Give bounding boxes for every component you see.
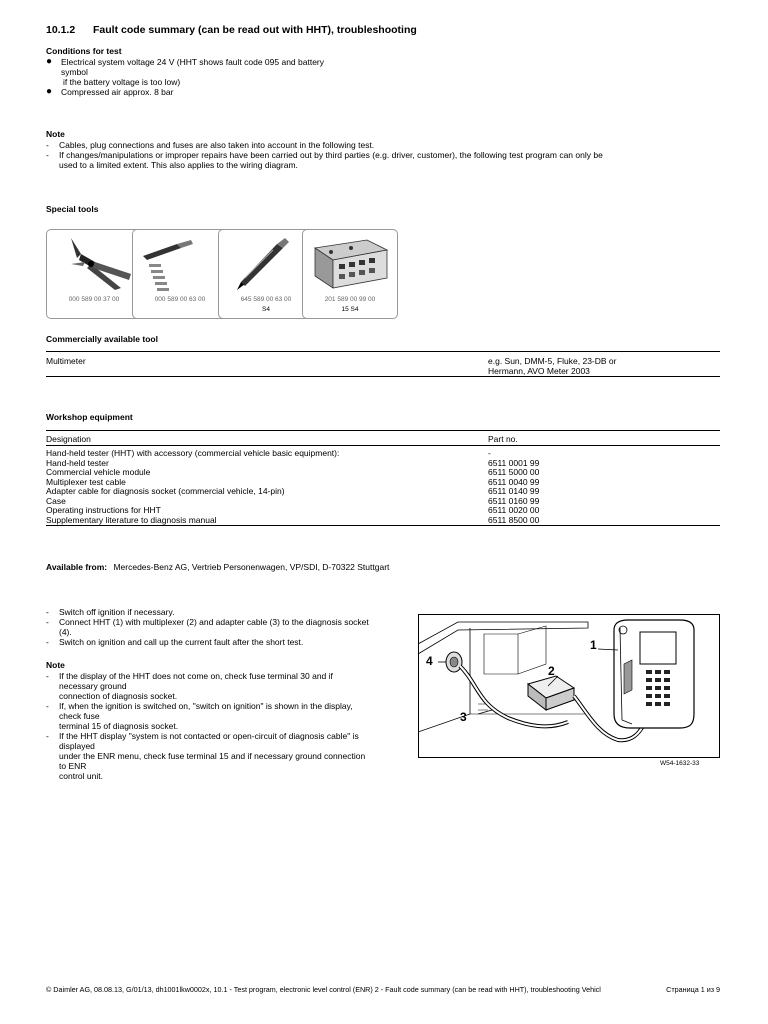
tool-part-number: 201 589 00 99 00: [324, 296, 376, 303]
table-rule: [46, 445, 720, 446]
conditions-item: [46, 57, 466, 87]
part-cell: 6511 8500 00: [488, 514, 540, 525]
tool-adapter-case: [302, 229, 398, 319]
part-cell: 6511 0040 99: [488, 476, 540, 487]
table-row: [46, 505, 720, 515]
part-cell: 6511 0020 00: [488, 505, 540, 515]
table-rule: [46, 376, 720, 377]
section-title: Fault code summary (can be read out with HHT), troubleshooting: [93, 24, 417, 36]
tool-part-extra: S4: [262, 306, 270, 313]
designation-cell: Commercial vehicle module: [46, 467, 151, 477]
tool-crimping-pliers: [46, 229, 142, 319]
adapter-case-icon: [307, 234, 393, 294]
note-item-text: used to a limited extent. This also applies to the wiring diagram.: [59, 160, 298, 171]
part-cell: -: [488, 448, 491, 458]
page-footer: [46, 986, 720, 994]
note-item-text: If the display of the HHT does not come on, check fuse terminal 30 and if: [59, 671, 333, 681]
note-item-text: to ENR: [59, 761, 87, 772]
conditions-title: Conditions for test: [46, 46, 122, 56]
table-row: [46, 458, 720, 468]
table-row: [46, 515, 720, 525]
note-list: [46, 671, 396, 781]
designation-cell: Operating instructions for HHT: [46, 505, 161, 515]
designation-cell: Hand-held tester (HHT) with accessory (commercial vehicle basic equipment):: [46, 448, 340, 458]
designation-cell: Multiplexer test cable: [46, 476, 126, 487]
step-item: - Switch off ignition if necessary.: [46, 607, 396, 617]
note-item-text: If the HHT display "system is not contacted or open-circuit of diagnosis cable" is: [59, 731, 359, 742]
tool-part-extra: 15 S4: [341, 306, 359, 313]
conditions-item-text: if the battery voltage is too low): [63, 77, 181, 88]
note-item-text: If, when the ignition is switched on, "switch on ignition" is shown in the display,: [59, 701, 353, 712]
conditions-item-text: symbol: [61, 67, 88, 78]
designation-cell: Hand-held tester: [46, 457, 109, 468]
tool-part-number: 645 589 00 63 00: [240, 296, 292, 303]
note-title: Note: [46, 129, 65, 139]
designation-cell: Supplementary literature to diagnosis manual: [46, 514, 217, 525]
step-text: Switch on ignition and call up the current fault after the short test.: [59, 637, 304, 648]
note-item: - If changes/manipulations or improper repairs have been carried out by third parties (e.g. driver, customer), the following test program can only be used to a limited extent. This also applies to the wiring diagram.: [46, 150, 726, 170]
hht-connection-figure: [418, 614, 720, 790]
note-item-text: check fuse: [59, 711, 100, 722]
table-rule: [46, 430, 720, 431]
step-item: - Connect HHT (1) with multiplexer (2) and adapter cable (3) to the diagnosis socket (4).: [46, 617, 396, 637]
commercial-tool-detail: Hermann, AVO Meter 2003: [488, 366, 590, 376]
designation-cell: Case: [46, 495, 66, 506]
available-from: [46, 562, 389, 572]
note-title: Note: [46, 660, 65, 670]
step-text: Switch off ignition if necessary.: [59, 607, 175, 617]
callout-4: 4: [426, 654, 433, 668]
conditions-item-text: Compressed air approx. 8 bar: [61, 87, 174, 98]
note-list: [46, 140, 726, 170]
conditions-item-text: Electrical system voltage 24 V (HHT shows fault code 095 and battery: [61, 57, 324, 67]
test-probe-icon: [223, 234, 309, 294]
callout-2: 2: [548, 664, 555, 678]
note-item: - If, when the ignition is switched on, "switch on ignition" is shown in the display, check fuse terminal 15 of diagnosis socket.: [46, 701, 396, 731]
tool-test-probe: [218, 229, 314, 319]
designation-cell: Adapter cable for diagnosis socket (commercial vehicle, 14-pin): [46, 486, 285, 496]
commercial-tool-name: Multimeter: [46, 356, 86, 366]
note-item: - Cables, plug connections and fuses are also taken into account in the following test.: [46, 140, 726, 150]
section-heading: [46, 24, 417, 36]
commercial-tool-title: Commercially available tool: [46, 334, 158, 344]
conditions-item: [46, 87, 466, 97]
part-cell: 6511 0160 99: [488, 495, 540, 506]
bullet-icon: ●: [46, 56, 53, 67]
figure-reference: W54-1632-33: [660, 760, 700, 767]
note-item: - If the HHT display "system is not contacted or open-circuit of diagnosis cable" is displayed under the ENR menu, check fuse terminal 15 and if necessary ground connection to ENR control unit.: [46, 731, 396, 781]
tool-release-set: [132, 229, 228, 319]
note-item: - If the display of the HHT does not come on, check fuse terminal 30 and if necessary ground connection of diagnosis socket.: [46, 671, 396, 701]
col-header-designation: Designation: [46, 434, 91, 444]
step-item: - Switch on ignition and call up the current fault after the short test.: [46, 637, 396, 647]
special-tools-title: Special tools: [46, 204, 99, 214]
step-text: Connect HHT (1) with multiplexer (2) and adapter cable (3) to the diagnosis socket: [59, 617, 369, 628]
page-number: Страница 1 из 9: [660, 986, 720, 994]
commercial-tool-detail: e.g. Sun, DMM-5, Fluke, 23-DB or: [488, 356, 617, 366]
release-tool-set-icon: [137, 234, 223, 294]
note-item-text: under the ENR menu, check fuse terminal 15 and if necessary ground connection: [59, 751, 366, 762]
note-item-text: Cables, plug connections and fuses are also taken into account in the following test.: [59, 140, 375, 150]
bullet-icon: ●: [46, 86, 53, 98]
part-cell: 6511 5000 00: [488, 467, 540, 477]
col-header-part: Part no.: [488, 434, 518, 444]
tool-part-number: 000 589 00 37 00: [68, 296, 120, 303]
table-rule: [46, 351, 720, 352]
crimping-pliers-icon: [51, 234, 137, 294]
part-cell: 6511 0001 99: [488, 457, 540, 468]
step-list: [46, 607, 396, 647]
conditions-list: [46, 57, 466, 97]
available-from-text: Mercedes-Benz AG, Vertrieb Personenwagen, VP/SDI, D-70322 Stuttgart: [113, 562, 390, 572]
tool-part-number: 000 589 00 63 00: [154, 296, 206, 303]
step-text: (4).: [59, 627, 72, 638]
table-row: [46, 467, 720, 477]
note-item-text: necessary ground: [59, 681, 127, 692]
table-row: [46, 448, 720, 458]
table-row: [46, 496, 720, 506]
note-item-text: connection of diagnosis socket.: [59, 691, 178, 702]
callout-1: 1: [590, 638, 597, 652]
footer-text: © Daimler AG, 08.08.13, G/01/13, dh1001lkw0002x, 10.1 - Test program, electronic level control (ENR) 2 - Fault code summary (can be read with HHT), troubleshooting Vehicl: [46, 986, 601, 994]
note-item-text: If changes/manipulations or improper repairs have been carried out by third parties (e.g. driver, customer), the following test program can only be: [59, 150, 603, 161]
table-rule: [46, 525, 720, 526]
callout-3: 3: [460, 710, 467, 724]
note-item-text: control unit.: [59, 771, 103, 782]
section-number: 10.1.2: [46, 24, 76, 36]
available-from-label: Available from:: [46, 562, 108, 572]
part-cell: 6511 0140 99: [488, 486, 540, 496]
note-item-text: displayed: [59, 741, 95, 752]
table-row: [46, 477, 720, 487]
note-item-text: terminal 15 of diagnosis socket.: [59, 721, 179, 732]
table-row: [46, 486, 720, 496]
workshop-title: Workshop equipment: [46, 412, 133, 422]
